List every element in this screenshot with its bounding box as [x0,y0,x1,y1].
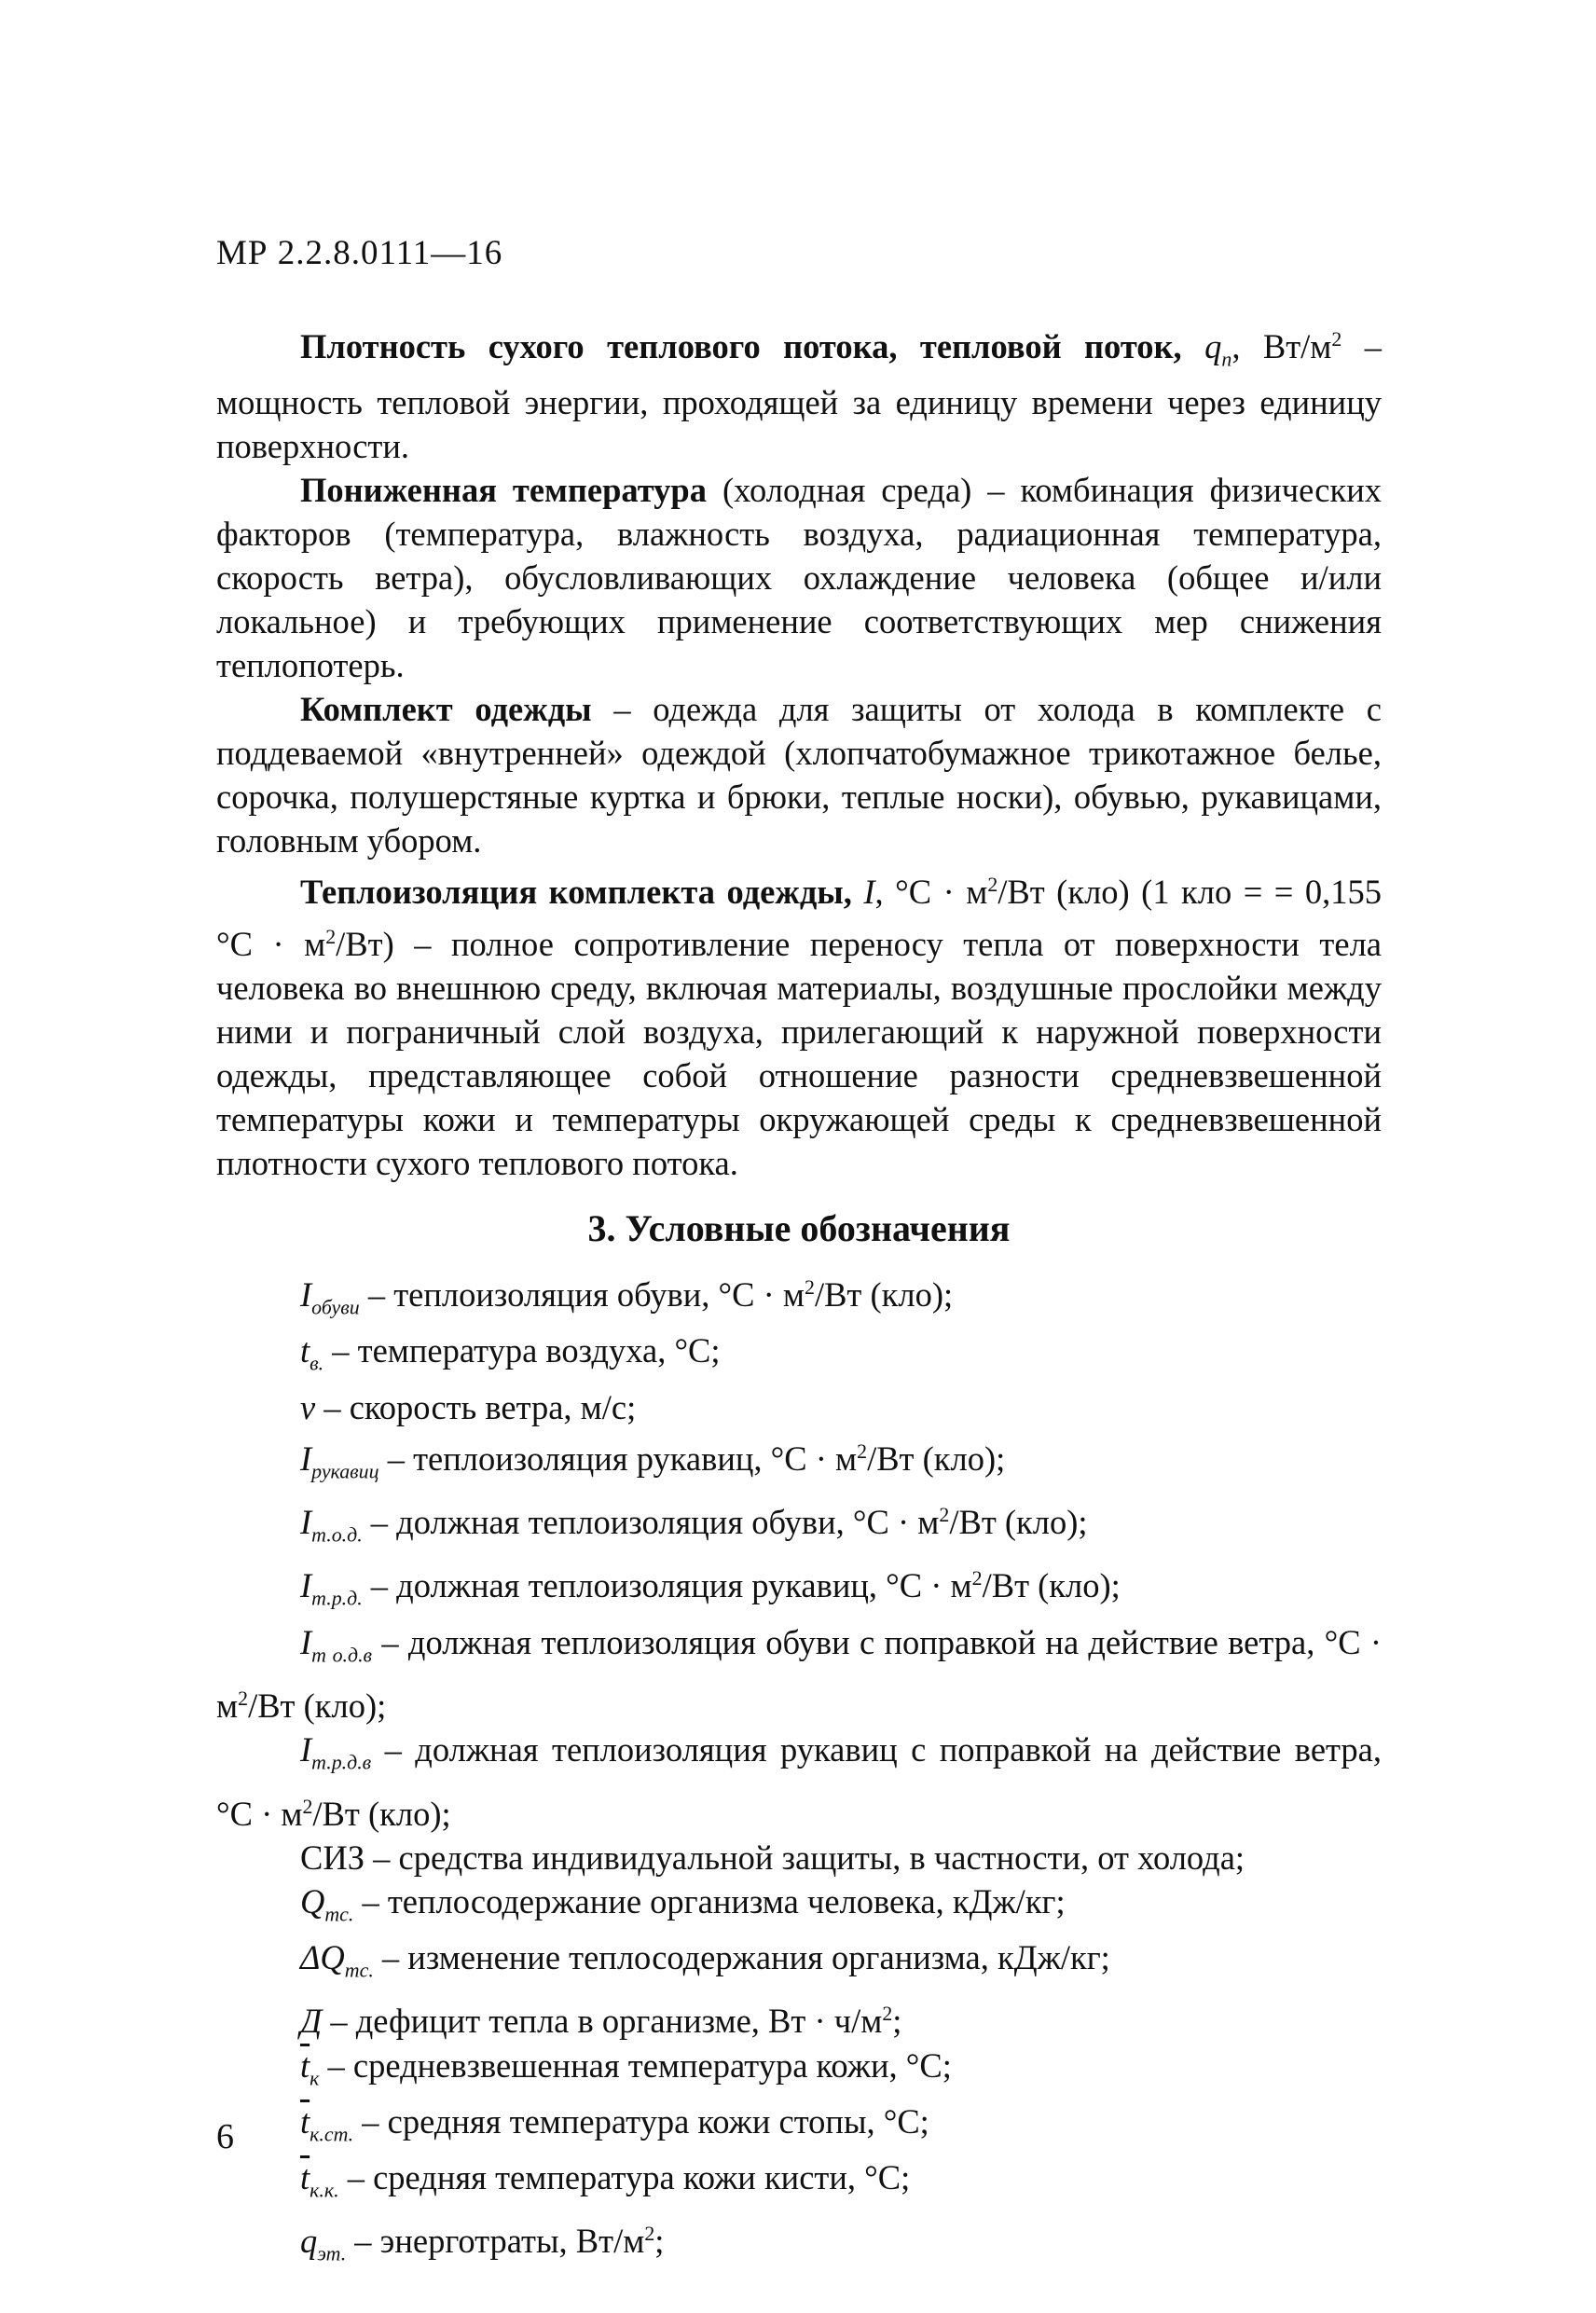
symbol-item: $\overline{t}_{к.ст.}$ – средняя температура кожи стопы, °С; [300,2101,929,2146]
term: Комплект одежды [300,690,592,729]
symbol-item: СИЗ – средства индивидуальной защиты, в частности, от холода; [300,1838,1245,1877]
page-number: 6 [216,2117,234,2156]
section-title: 3. Условные обозначения [587,1206,1011,1249]
symbol-item: $\overline{t}_{к.к.}$ – средняя температура кожи кисти, °С; [300,2158,911,2202]
symbol-item: v – скорость ветра, м/с; [300,1387,637,1426]
document-body [216,317,1382,2276]
symbol-item: $q_{эт.}$ – энерготраты, $Вт/м^2$; [300,2222,665,2265]
definition-heat-flux: Плотность сухого теплового потока, тепловой поток, $q_п$, $Вт/м^2$ – мощность тепловой энергии, проходящей за единицу времени через единицу поверхности. [216,327,1383,466]
symbol-item: $I_{обуви}$ – теплоизоляция обуви, $^\circ С \cdot м^2/Вт$ (кло); [300,1274,954,1319]
symbol-item: $I_{т.о.д.}$ – должная теплоизоляция обуви, $^\circ С \cdot м^2/Вт$ (кло); [300,1502,1088,1547]
symbol-item: $I_{рукавиц}$ – теплоизоляция рукавиц, $^\circ С \cdot м^2/Вт$ (кло); [300,1439,1006,1482]
definition-low-temperature: Пониженная температура (холодная среда) – комбинация физических факторов (температура, влажность воздуха, радиационная температура, скорость ветра), обусловливающих охлаждение человека (общее и/или локальное) и требующих применение соответствующих мер снижения теплопотерь. [216,471,1382,685]
symbols-list [216,1265,1382,2276]
symbol-item: $Q_{тс.}$ – теплосодержание организма человека, кДж/кг; [300,1881,1066,1926]
term: Плотность сухого теплового потока, тепловой поток, [300,327,1182,366]
symbol-item: $I_{т.р.д.}$ – должная теплоизоляция рукавиц, $^\circ С \cdot м^2/Вт$ (кло); [300,1566,1121,1610]
symbol-item: $I_{т о.д.в}$ – должная теплоизоляция обуви с поправкой на действие ветра, $^\circ С \cdot м^2/Вт$ (кло); [216,1622,1382,1726]
symbol-item: Д – дефицит тепла в организме, Вт · $ч/м^2$; [300,2002,902,2041]
definition-clothing-insulation: Теплоизоляция комплекта одежды, I, $^\circ С \cdot м^2/Вт$ (кло) (1 кло = = 0,155 $^\circ С \cdot м^2/Вт$) – полное сопротивление переносу тепла от поверхности тела человека во внешнюю среду, включая материалы, воздушные прослойки между ними и пограничный слой воздуха, прилегающий к наружной поверхности одежды, представляющее собой отношение разности средневзвешенной температуры кожи и температуры окружающей среды к средневзвешенной плотности сухого теплового потока. [216,873,1382,1182]
symbol-item: $t_{в.}$ – температура воздуха, °С; [300,1331,721,1375]
term: Пониженная температура [300,471,707,510]
symbol-item: $I_{т.р.д.в}$ – должная теплоизоляция рукавиц с поправкой на действие ветра, $^\circ С \cdot м^2/Вт$ (кло); [216,1730,1382,1833]
symbol-item: $\overline{t}_к$ – средневзвешенная температура кожи, °С; [300,2045,952,2089]
symbol-item: $\Delta Q_{тс.}$ – изменение теплосодержания организма, кДж/кг; [300,1938,1110,1982]
term: Теплоизоляция комплекта одежды, [300,873,852,912]
definition-clothing-set: Комплект одежды – одежда для защиты от холода в комплекте с поддеваемой «внутренней» одеждой (хлопчатобумажное трикотажное белье, сорочка, полушерстяные куртка и брюки, теплые носки), обувью, рукавицами, головным убором. [216,690,1382,860]
document-header: МР 2.2.8.0111—16 [216,234,503,272]
